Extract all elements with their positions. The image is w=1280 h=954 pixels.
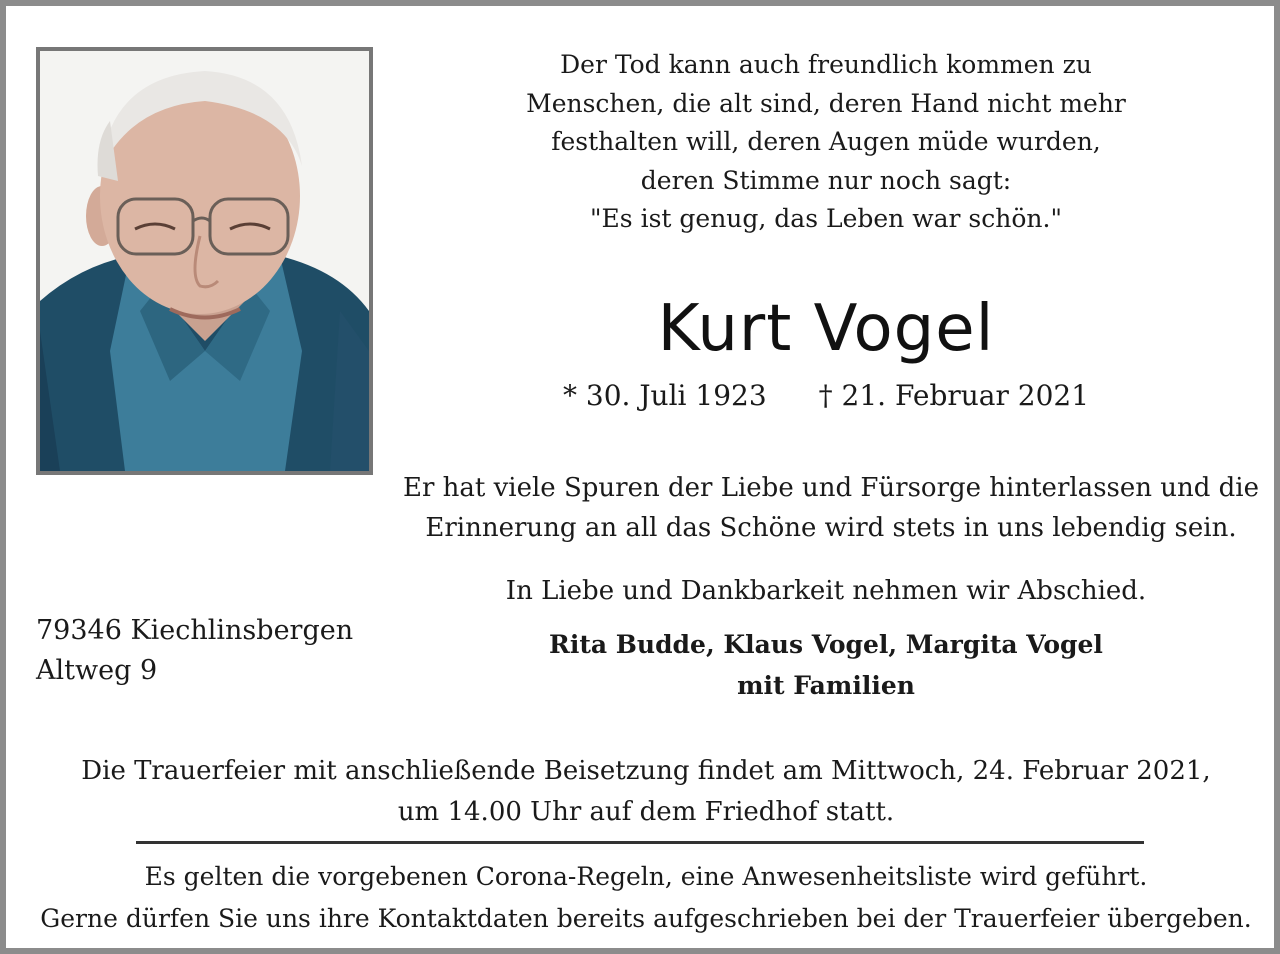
- address-line-city: 79346 Kiechlinsbergen: [36, 615, 354, 646]
- address: [36, 611, 353, 691]
- address-line-street: Altweg 9: [36, 655, 158, 686]
- poem-line: festhalten will, deren Augen müde wurden,: [551, 127, 1101, 156]
- memory-line: Er hat viele Spuren der Liebe und Fürsorge hinterlassen und die: [402, 473, 1260, 503]
- service-line: Die Trauerfeier mit anschließende Beisetzung findet am Mittwoch, 24. Februar 2021,: [81, 756, 1211, 786]
- notice-line: Es gelten die vorgebenen Corona-Regeln, eine Anwesenheitsliste wird geführt.: [144, 862, 1148, 891]
- poem-line: Menschen, die alt sind, deren Hand nicht mehr: [526, 88, 1126, 118]
- notice-line: Gerne dürfen Sie uns ihre Kontaktdaten bereits aufgeschrieben bei der Trauerfeier übergeben.: [40, 904, 1252, 933]
- life-dates: [426, 374, 1226, 418]
- death-date: † 21. Februar 2021: [818, 379, 1090, 412]
- family-line: mit Familien: [737, 671, 915, 700]
- farewell-text: In Liebe und Dankbarkeit nehmen wir Abschied.: [505, 576, 1147, 606]
- birth-date: * 30. Juli 1923: [562, 379, 767, 412]
- poem: [426, 46, 1226, 239]
- family-line: Rita Budde, Klaus Vogel, Margita Vogel: [549, 630, 1103, 659]
- divider-line: [136, 841, 1144, 844]
- corona-notice: [16, 856, 1276, 940]
- family-names: [426, 624, 1226, 706]
- poem-line: Der Tod kann auch freundlich kommen zu: [560, 50, 1092, 79]
- service-line: um 14.00 Uhr auf dem Friedhof statt.: [397, 797, 895, 827]
- memory-line: Erinnerung an all das Schöne wird stets in uns lebendig sein.: [425, 513, 1237, 543]
- portrait-photo: [36, 47, 373, 475]
- memory-text: [386, 468, 1276, 548]
- funeral-service-info: [46, 751, 1246, 833]
- deceased-name: Kurt Vogel: [657, 292, 995, 366]
- portrait-image: [40, 51, 369, 471]
- poem-line: deren Stimme nur noch sagt:: [640, 165, 1012, 195]
- poem-line: "Es ist genug, das Leben war schön.": [590, 204, 1062, 233]
